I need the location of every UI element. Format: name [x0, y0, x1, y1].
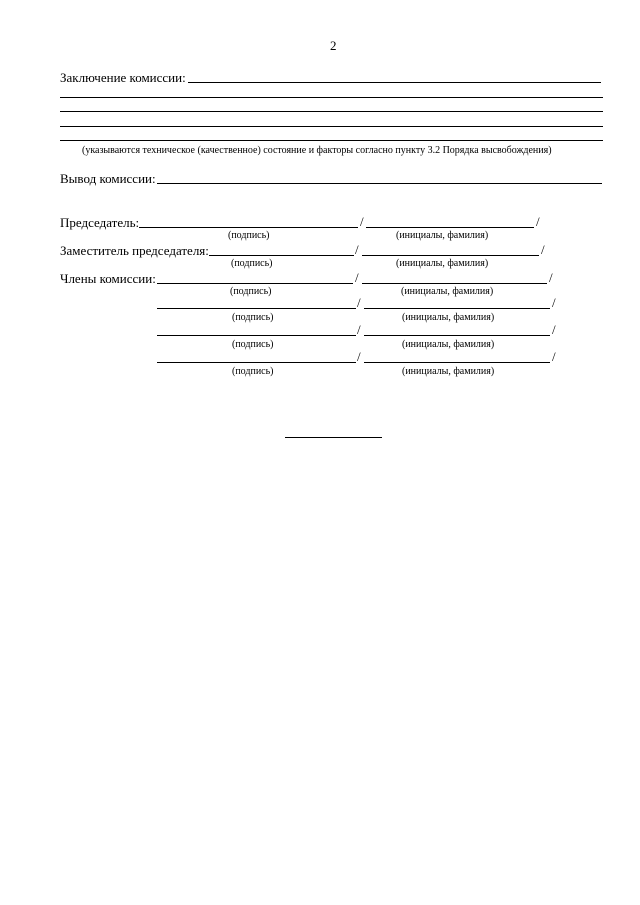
conclusion-line-3: [60, 111, 603, 112]
conclusion-label: Заключение комиссии:: [60, 70, 186, 85]
page-number: 2: [330, 38, 337, 53]
conclusion-line-5: [60, 140, 603, 141]
chair-signature-caption: (подпись): [228, 230, 270, 241]
conclusion-line-1: [188, 82, 601, 83]
member-2-name-line: [364, 308, 550, 309]
verdict-label: Вывод комиссии:: [60, 171, 156, 186]
conclusion-note: (указываются техническое (качественное) состояние и факторы согласно пункту 3.2 Порядка высвобождения): [82, 145, 552, 156]
member-3-slash-right: /: [552, 322, 556, 337]
member-2-slash-right: /: [552, 295, 556, 310]
conclusion-line-4: [60, 126, 603, 127]
deputy-label: Заместитель председателя:: [60, 243, 209, 258]
member-4-name-caption: (инициалы, фамилия): [402, 366, 495, 377]
member-1-slash-left: /: [355, 270, 359, 285]
member-3-name-line: [364, 335, 550, 336]
chair-slash-left: /: [360, 214, 364, 229]
member-3-name-caption: (инициалы, фамилия): [402, 339, 495, 350]
member-3-signature-line: [157, 335, 356, 336]
member-2-signature-caption: (подпись): [232, 312, 274, 323]
chair-name-line: [366, 227, 534, 228]
member-4-slash-right: /: [552, 349, 556, 364]
members-label: Члены комиссии:: [60, 271, 156, 286]
member-3-signature-caption: (подпись): [232, 339, 274, 350]
member-3-slash-left: /: [357, 322, 361, 337]
member-4-slash-left: /: [357, 349, 361, 364]
conclusion-line-2: [60, 97, 603, 98]
deputy-name-line: [362, 255, 539, 256]
deputy-slash-left: /: [355, 242, 359, 257]
member-4-signature-caption: (подпись): [232, 366, 274, 377]
chair-slash-right: /: [536, 214, 540, 229]
chair-label: Председатель:: [60, 215, 140, 230]
verdict-line: [157, 183, 602, 184]
member-1-signature-line: [157, 283, 353, 284]
end-separator-line: [285, 437, 382, 438]
member-1-slash-right: /: [549, 270, 553, 285]
deputy-signature-line: [209, 255, 354, 256]
member-2-signature-line: [157, 308, 356, 309]
member-1-name-caption: (инициалы, фамилия): [401, 286, 494, 297]
deputy-signature-caption: (подпись): [231, 258, 273, 269]
member-1-signature-caption: (подпись): [230, 286, 272, 297]
chair-signature-line: [139, 227, 358, 228]
member-4-name-line: [364, 362, 550, 363]
deputy-name-caption: (инициалы, фамилия): [396, 258, 489, 269]
member-2-name-caption: (инициалы, фамилия): [402, 312, 495, 323]
member-2-slash-left: /: [357, 295, 361, 310]
member-1-name-line: [362, 283, 547, 284]
deputy-slash-right: /: [541, 242, 545, 257]
member-4-signature-line: [157, 362, 356, 363]
chair-name-caption: (инициалы, фамилия): [396, 230, 489, 241]
